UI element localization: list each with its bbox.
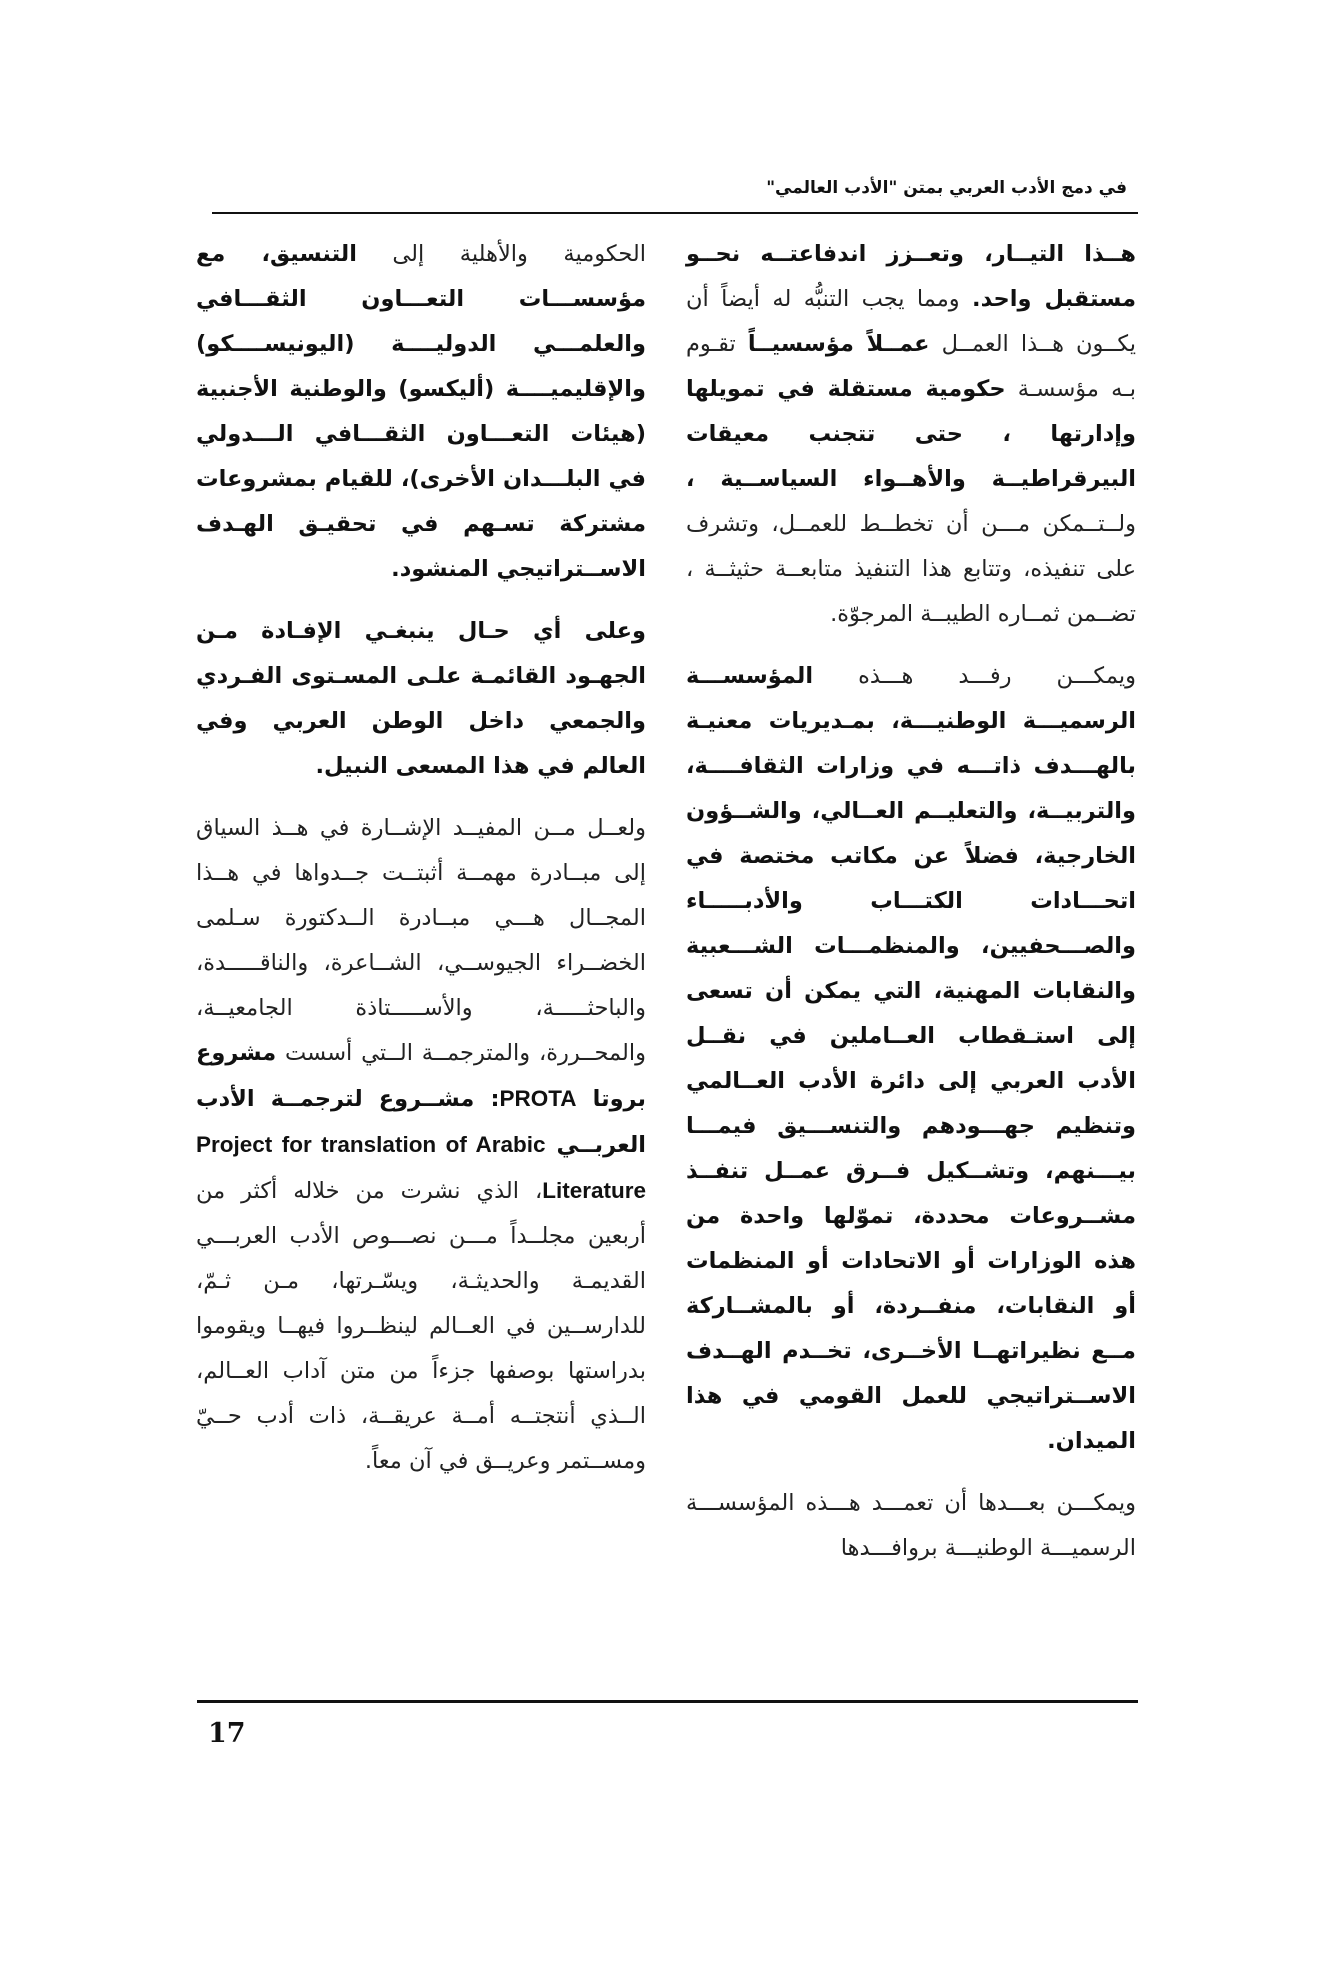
text-run: وعلى أي حـال ينبغـي الإفـادة مـن الجهـود القائمـة علـى المسـتوى الفـردي والجمعي داخل الوطن العربي وفي العالم في هذا المسعى النبيل. xyxy=(196,618,646,779)
text-run: ويمكـــن رفـــد هـــذه xyxy=(813,663,1136,689)
text-run: الذي نشرت من خلاله أكثر من أربعين مجلــداً مـــن نصـــوص الأدب العربـــي القديمـة والحديثـة، ويسّـرتها، مـن ثـمّ، للدارســين في العــالم لينظــروا فيهــا ويقوموا بدراستها بوصفها جزءاً من متن آداب العــالم، الــذي أنتجتــه أمــة عريقــة، ذات أدب حــيّ ومســتمر وعريــق في آن معاً. xyxy=(196,1178,646,1474)
text-run: ولــتــمكن مـــن أن تخطــط للعمــل، وتشرف على تنفيذه، وتتابع هذا التنفيذ متابعــة حثيثــة ، تضــمن ثمــاره الطيبــة المرجوّة. xyxy=(686,511,1136,627)
text-run: ومما يجب التنبُّه له أيضاً أن يكــون هــذا العمــل xyxy=(686,286,1137,357)
text-run: الحكومية والأهلية إلى xyxy=(356,241,646,267)
text-run: ، xyxy=(534,1178,543,1204)
left-paragraph-1 xyxy=(196,232,646,592)
left-column xyxy=(196,232,646,1484)
prota-acronym: PROTA xyxy=(499,1086,577,1111)
left-paragraph-2 xyxy=(196,609,646,789)
right-paragraph-1 xyxy=(686,232,1136,637)
text-run: مشروع بروتا xyxy=(196,1040,646,1112)
footer-divider xyxy=(197,1700,1138,1703)
text-run: : مشــروع لترجمــة الأدب العربــي xyxy=(196,1086,646,1158)
text-run: ويمكـــن بعـــدها أن تعمـــد هـــذه المؤسســـة الرسميـــة الوطنيـــة بروافـــدها xyxy=(686,1490,1136,1561)
left-paragraph-3 xyxy=(196,806,646,1484)
right-column xyxy=(686,232,1136,1571)
text-run: حكومية مستقلة في تمويلها وإدارتها ، حتى تتجنب معيقات البيرقراطيــة والأهــواء السياســية ، xyxy=(686,376,1136,492)
page-number: 17 xyxy=(208,1718,246,1749)
text-run: التنسيق، مع مؤسســـات التعـــاون الثقـــافي والعلمـــي الدوليــــة (اليونيســــكو) والإقليميــــة (أليكسو) والوطنية الأجنبية (هيئات التعـــاون الثقـــافي الـــدولي في البلـــدان الأخرى)، للقيام بمشروعات مشتركة تسـهم في تحقيـق الهـدف الاســتراتيجي المنشود. xyxy=(196,241,646,582)
project-english-title: Project for translation of Arabic Literature xyxy=(196,1132,646,1203)
text-run: تقـوم بـه مؤسسـة xyxy=(686,331,1136,402)
right-paragraph-3 xyxy=(686,1481,1136,1571)
header-divider xyxy=(212,212,1138,214)
text-run: هــذا التيــار، وتعــزز اندفاعتــه نحــو مستقبل واحد. xyxy=(686,241,1137,312)
text-run: المؤسســـة الرسميـــة الوطنيـــة، بمـديريات معنيـة بالهـــدف ذاتـــه في وزارات الثقافــــة، والتربيــة، والتعليــم العــالي، والشــؤون الخارجية، فضلاً عن مكاتب مختصة في اتحـــادات الكتـــاب والأدبـــــاء والصـــحفيين، والمنظمـــات الشـــعبية والنقابات المهنية، التي يمكن أن تسعى إلى استـقطاب العــاملين في نقــل الأدب العربي إلى دائرة الأدب العــالمي وتنظيم جهـــودهم والتنســـيق فيمـــا بيـــنهم، وتشــكيل فــرق عمــل تنفــذ مشــروعات محددة، تموّلها واحدة من هذه الوزارات أو الاتحادات أو المنظمات أو النقابات، منفــردة، أو بالمشــاركة مــع نظيراتهــا الأخــرى، تخــدم الهــدف الاســتراتيجي للعمل القومي في هذا الميدان. xyxy=(686,663,1136,1454)
running-header-title: في دمج الأدب العربي بمتن "الأدب العالمي" xyxy=(766,178,1127,198)
text-run: ولعــل مــن المفيــد الإشــارة في هــذ السياق إلى مبــادرة مهمــة أثبتــت جــدواها في هــذا المجــال هـــي مبــادرة الــدكتورة سـلمى الخضــراء الجيوســي، الشــاعرة، والناقـــــدة، والباحثـــــة، والأســـــتاذة الجامعيــة، والمحــررة، والمترجمــة الــتي أسست xyxy=(196,815,646,1066)
right-paragraph-2 xyxy=(686,654,1136,1464)
text-run: عمــلاً مؤسسيــاً xyxy=(747,331,930,357)
